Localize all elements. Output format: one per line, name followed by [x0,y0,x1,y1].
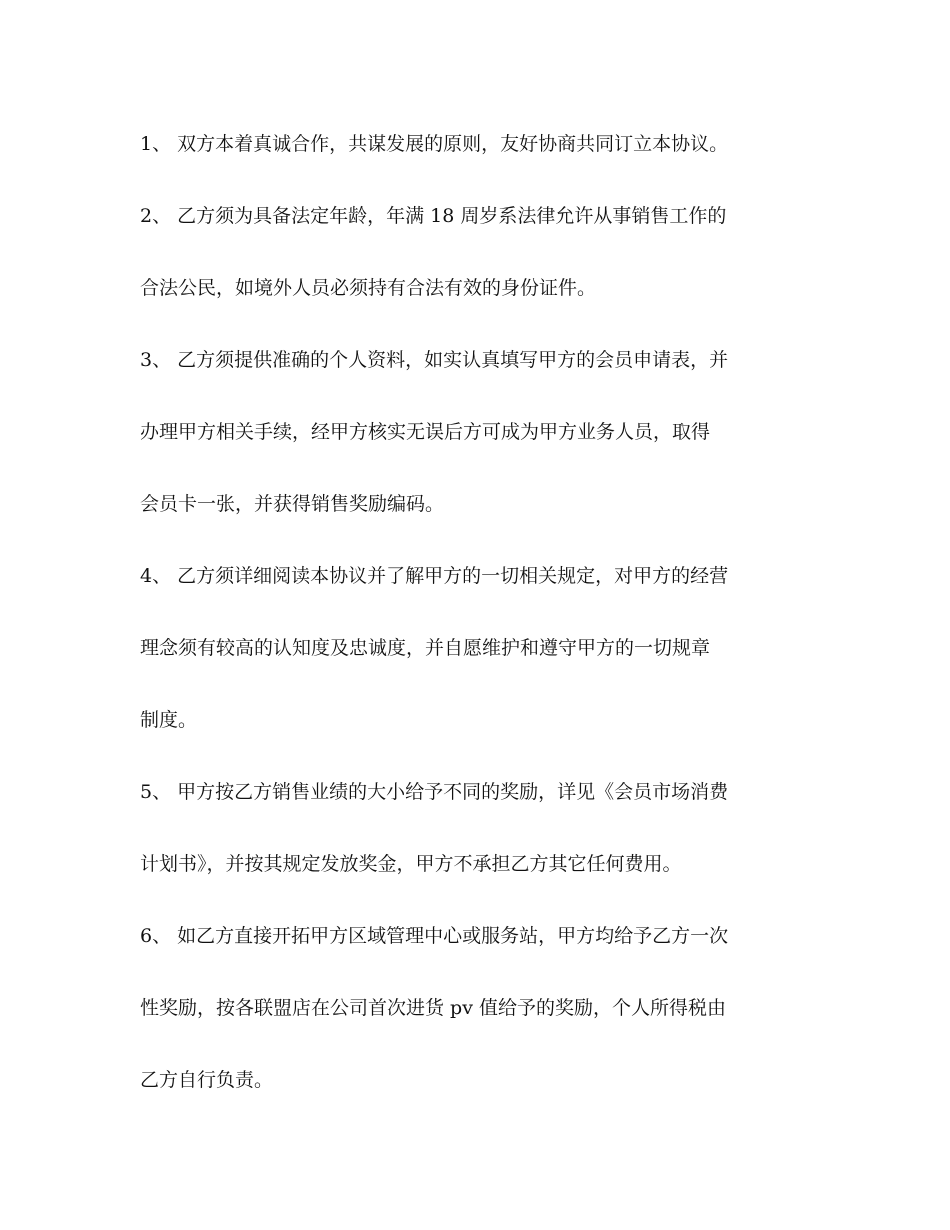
clause-3-line-2: 办理甲方相关手续，经甲方核实无误后方可成为甲方业务人员，取得 [140,421,711,443]
clause-2-line-1: 2、 乙方须为具备法定年龄，年满 18 周岁系法律允许从事销售工作的 [140,205,727,227]
clause-4-line-2: 理念须有较高的认知度及忠诚度，并自愿维护和遵守甲方的一切规章 [140,637,711,659]
clause-5-line-1: 5、 甲方按乙方销售业绩的大小给予不同的奖励，详见《会员市场消费 [140,781,729,803]
clause-6-line-1: 6、 如乙方直接开拓甲方区域管理中心或服务站，甲方均给予乙方一次 [140,925,729,947]
clause-6-line-2: 性奖励，按各联盟店在公司首次进货 pv 值给予的奖励，个人所得税由 [140,997,726,1019]
clause-6-line-3: 乙方自行负责。 [140,1069,274,1091]
clause-4-line-1: 4、 乙方须详细阅读本协议并了解甲方的一切相关规定，对甲方的经营 [140,565,729,587]
clause-5-line-2: 计划书》，并按其规定发放奖金，甲方不承担乙方其它任何费用。 [140,853,682,875]
clause-3-line-3: 会员卡一张，并获得销售奖励编码。 [140,493,445,515]
document-body [140,108,820,1116]
clause-3-line-1: 3、 乙方须提供准确的个人资料，如实认真填写甲方的会员申请表，并 [140,349,729,371]
clause-4-line-3: 制度。 [140,709,198,731]
clause-1-line-1: 1、 双方本着真诚合作，共谋发展的原则，友好协商共同订立本协议。 [140,133,729,155]
clause-2-line-2: 合法公民，如境外人员必须持有合法有效的身份证件。 [140,277,597,299]
